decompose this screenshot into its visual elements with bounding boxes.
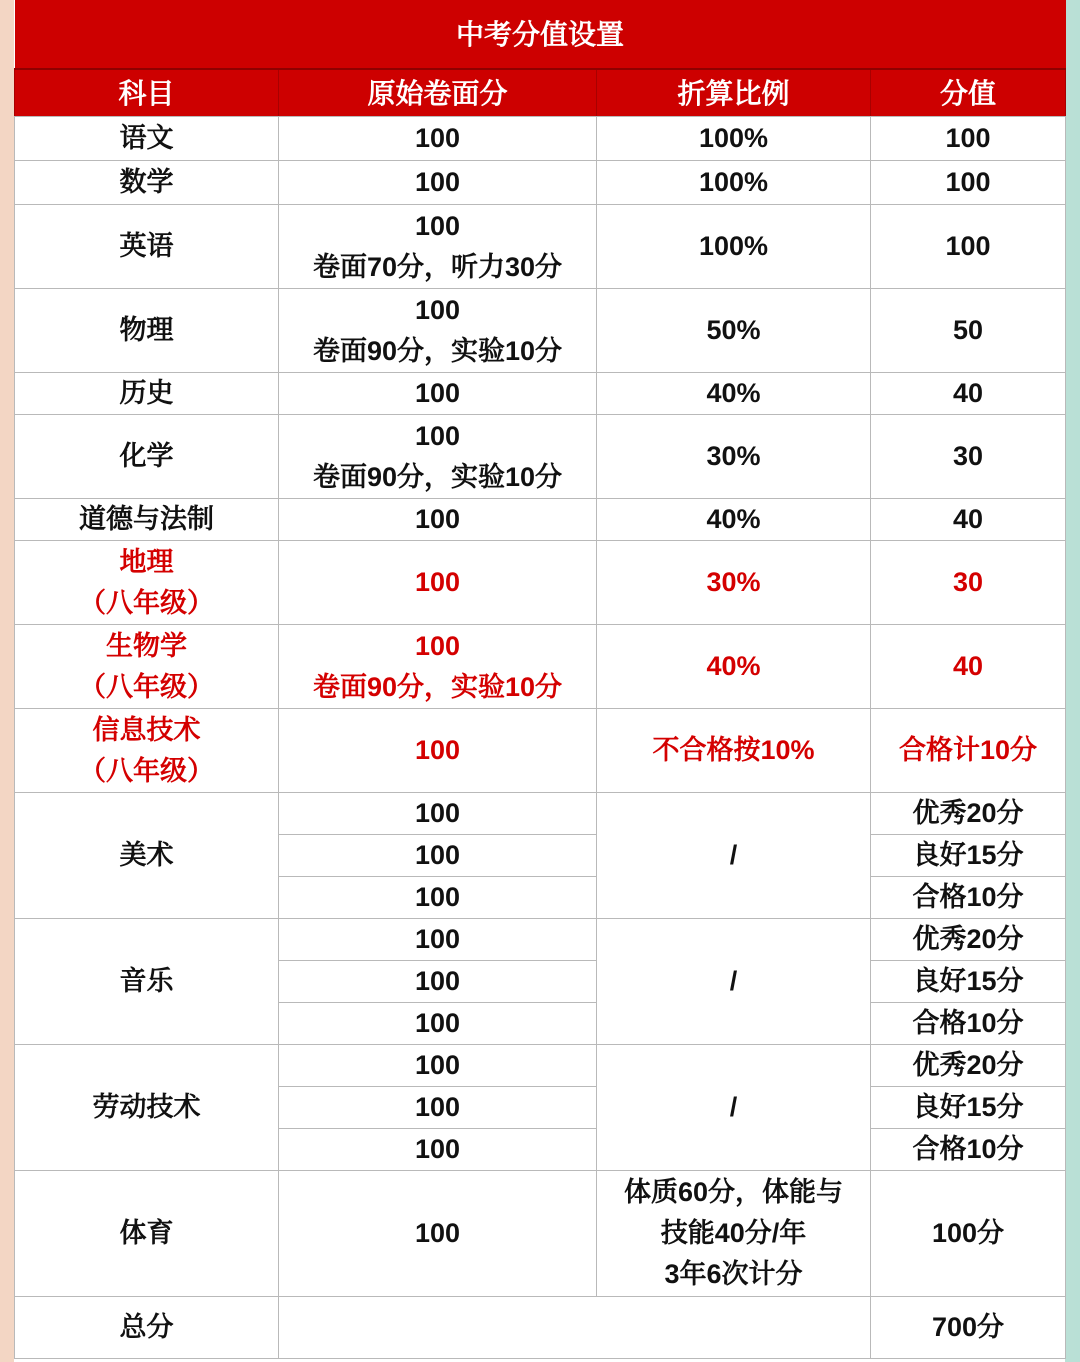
raw-cell: 100 bbox=[279, 835, 597, 877]
score-cell: 700分 bbox=[871, 1297, 1066, 1359]
ratio-cell: 30% bbox=[597, 415, 871, 499]
table-row bbox=[15, 205, 1066, 289]
subject-cell: 劳动技术 bbox=[15, 1045, 279, 1171]
table-row bbox=[15, 919, 1066, 961]
raw-note: 卷面90分，实验10分 bbox=[312, 671, 563, 702]
raw-value: 100 bbox=[414, 630, 461, 661]
header-score: 分值 bbox=[871, 69, 1066, 117]
ratio-cell: 40% bbox=[597, 625, 871, 709]
raw-cell: 100 bbox=[279, 499, 597, 541]
raw-value: 100 bbox=[414, 210, 461, 241]
ratio-cell: 100% bbox=[597, 161, 871, 205]
subject-cell: 体育 bbox=[15, 1171, 279, 1297]
table-title: 中考分值设置 bbox=[15, 0, 1066, 69]
raw-cell: 100 bbox=[279, 161, 597, 205]
score-cell: 100 bbox=[871, 117, 1066, 161]
subject-cell: 化学 bbox=[15, 415, 279, 499]
score-cell: 良好15分 bbox=[871, 961, 1066, 1003]
score-cell: 良好15分 bbox=[871, 1087, 1066, 1129]
score-cell: 优秀20分 bbox=[871, 1045, 1066, 1087]
ratio-line: 体质60分，体能与 bbox=[623, 1177, 844, 1207]
table-title-row bbox=[15, 0, 1066, 69]
table-row bbox=[15, 415, 1066, 499]
raw-cell bbox=[279, 289, 597, 373]
ratio-cell: 50% bbox=[597, 289, 871, 373]
header-raw-score: 原始卷面分 bbox=[279, 69, 597, 117]
subject-cell bbox=[15, 709, 279, 793]
raw-cell: 100 bbox=[279, 1003, 597, 1045]
raw-cell: 100 bbox=[279, 961, 597, 1003]
raw-value: 100 bbox=[414, 420, 461, 451]
raw-cell bbox=[279, 625, 597, 709]
ratio-cell: 100% bbox=[597, 205, 871, 289]
raw-cell: 100 bbox=[279, 1087, 597, 1129]
header-subject: 科目 bbox=[15, 69, 279, 117]
ratio-cell: / bbox=[597, 1045, 871, 1171]
table-row bbox=[15, 289, 1066, 373]
ratio-cell: / bbox=[597, 793, 871, 919]
subject-name: 生物学 bbox=[106, 630, 187, 661]
table-row bbox=[15, 499, 1066, 541]
ratio-line: 技能40分/年 bbox=[660, 1218, 807, 1248]
table-row bbox=[15, 373, 1066, 415]
score-cell: 良好15分 bbox=[871, 835, 1066, 877]
ratio-cell: 40% bbox=[597, 373, 871, 415]
score-cell: 40 bbox=[871, 373, 1066, 415]
raw-cell: 100 bbox=[279, 709, 597, 793]
raw-cell: 100 bbox=[279, 793, 597, 835]
score-cell: 100 bbox=[871, 205, 1066, 289]
subject-name: 地理 bbox=[119, 546, 174, 577]
subject-cell: 英语 bbox=[15, 205, 279, 289]
raw-cell: 100 bbox=[279, 919, 597, 961]
raw-cell: 100 bbox=[279, 1045, 597, 1087]
subject-cell: 音乐 bbox=[15, 919, 279, 1045]
subject-name: 信息技术 bbox=[92, 714, 201, 745]
score-cell: 合格计10分 bbox=[871, 709, 1066, 793]
table-row bbox=[15, 161, 1066, 205]
score-cell: 优秀20分 bbox=[871, 793, 1066, 835]
table-row bbox=[15, 793, 1066, 835]
raw-value: 100 bbox=[414, 294, 461, 325]
subject-note: （八年级） bbox=[79, 671, 214, 702]
raw-cell: 100 bbox=[279, 373, 597, 415]
subject-cell: 美术 bbox=[15, 793, 279, 919]
raw-cell: 100 bbox=[279, 1171, 597, 1297]
subject-cell: 物理 bbox=[15, 289, 279, 373]
score-cell: 30 bbox=[871, 415, 1066, 499]
table-row bbox=[15, 117, 1066, 161]
raw-cell: 100 bbox=[279, 117, 597, 161]
ratio-cell: 30% bbox=[597, 541, 871, 625]
table-row bbox=[15, 1171, 1066, 1297]
subject-cell: 总分 bbox=[15, 1297, 279, 1359]
raw-cell bbox=[279, 1297, 871, 1359]
subject-cell: 数学 bbox=[15, 161, 279, 205]
subject-note: （八年级） bbox=[79, 587, 214, 618]
table-row bbox=[15, 1045, 1066, 1087]
raw-cell bbox=[279, 415, 597, 499]
subject-cell: 语文 bbox=[15, 117, 279, 161]
ratio-cell bbox=[597, 1171, 871, 1297]
score-table bbox=[14, 0, 1066, 1359]
ratio-cell: 40% bbox=[597, 499, 871, 541]
raw-note: 卷面90分，实验10分 bbox=[312, 335, 563, 366]
subject-cell bbox=[15, 625, 279, 709]
raw-note: 卷面70分，听力30分 bbox=[312, 251, 563, 282]
raw-cell: 100 bbox=[279, 877, 597, 919]
score-cell: 合格10分 bbox=[871, 877, 1066, 919]
score-cell: 优秀20分 bbox=[871, 919, 1066, 961]
score-cell: 100 bbox=[871, 161, 1066, 205]
table-row-highlight bbox=[15, 541, 1066, 625]
raw-cell bbox=[279, 205, 597, 289]
raw-cell: 100 bbox=[279, 541, 597, 625]
subject-cell: 道德与法制 bbox=[15, 499, 279, 541]
table-row-highlight bbox=[15, 625, 1066, 709]
score-cell: 30 bbox=[871, 541, 1066, 625]
score-cell: 100分 bbox=[871, 1171, 1066, 1297]
score-table-sheet bbox=[14, 0, 1065, 1362]
score-cell: 40 bbox=[871, 499, 1066, 541]
score-cell: 合格10分 bbox=[871, 1129, 1066, 1171]
ratio-cell: 不合格按10% bbox=[597, 709, 871, 793]
ratio-cell: / bbox=[597, 919, 871, 1045]
raw-note: 卷面90分，实验10分 bbox=[312, 461, 563, 492]
subject-cell: 历史 bbox=[15, 373, 279, 415]
subject-note: （八年级） bbox=[79, 755, 214, 786]
ratio-cell: 100% bbox=[597, 117, 871, 161]
ratio-line: 3年6次计分 bbox=[664, 1259, 803, 1289]
header-ratio: 折算比例 bbox=[597, 69, 871, 117]
total-row bbox=[15, 1297, 1066, 1359]
raw-cell: 100 bbox=[279, 1129, 597, 1171]
score-cell: 40 bbox=[871, 625, 1066, 709]
subject-cell bbox=[15, 541, 279, 625]
table-header-row bbox=[15, 69, 1066, 117]
score-cell: 合格10分 bbox=[871, 1003, 1066, 1045]
score-cell: 50 bbox=[871, 289, 1066, 373]
table-row-highlight bbox=[15, 709, 1066, 793]
